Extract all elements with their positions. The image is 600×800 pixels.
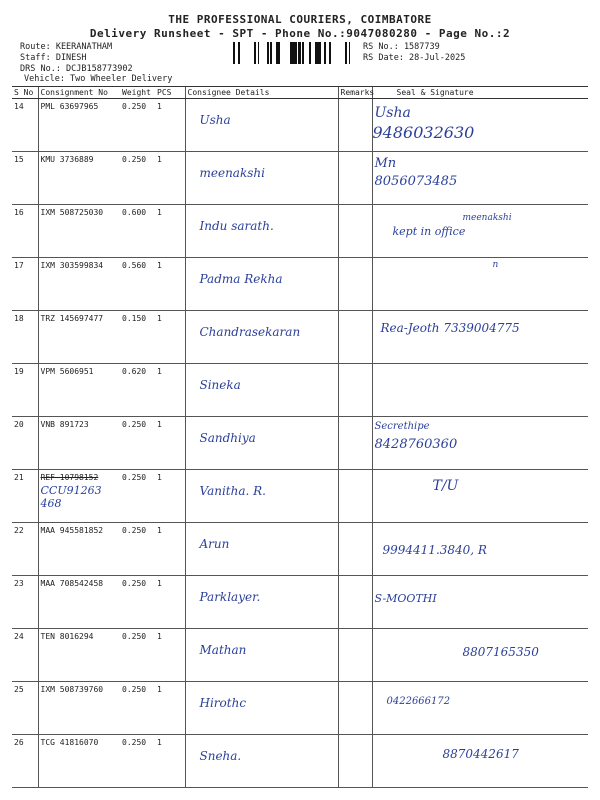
- document-title: THE PROFESSIONAL COURIERS, COIMBATORE: [168, 13, 432, 26]
- cell-weight: 0.250: [120, 417, 155, 470]
- signature-text: 9486032630: [372, 123, 475, 142]
- staff-label: Staff: DINESH: [20, 53, 87, 63]
- consignment-number: VNB 891723: [40, 420, 89, 429]
- table-row: [12, 311, 588, 364]
- cell-remarks: [338, 470, 372, 523]
- cell-remarks: [338, 576, 372, 629]
- cell-weight: 0.250: [120, 99, 155, 152]
- cell-signature: [372, 152, 588, 205]
- cell-weight: 0.250: [120, 152, 155, 205]
- consignment-number: TEN 8016294: [40, 632, 94, 641]
- signature-text: n: [492, 260, 499, 270]
- cell-consignment: [38, 470, 120, 523]
- cell-signature: [372, 629, 588, 682]
- table-row: [12, 99, 588, 152]
- table-row: [12, 258, 588, 311]
- cell-consignment: [38, 152, 120, 205]
- signature-text: 8870442617: [442, 747, 519, 761]
- col-sno: S No: [12, 87, 38, 99]
- cell-sno: 22: [12, 523, 38, 576]
- cell-consignment: [38, 576, 120, 629]
- cell-consignee: Parklayer.: [185, 576, 338, 629]
- cell-signature: [372, 99, 588, 152]
- cell-consignee: Sandhiya: [185, 417, 338, 470]
- cell-weight: 0.560: [120, 258, 155, 311]
- cell-consignee: Usha: [185, 99, 338, 152]
- cell-remarks: [338, 364, 372, 417]
- rs-date: RS Date: 28-Jul-2025: [363, 53, 466, 63]
- table-header-row: [12, 87, 588, 99]
- consignment-number: PML 63697965: [40, 102, 99, 111]
- consignment-number: TCG 41816070: [40, 738, 99, 747]
- cell-consignee: Mathan: [185, 629, 338, 682]
- cell-signature: [372, 205, 588, 258]
- cell-sno: 23: [12, 576, 38, 629]
- cell-weight: 0.250: [120, 629, 155, 682]
- cell-sno: 15: [12, 152, 38, 205]
- route-label: Route: KEERANATHAM: [20, 42, 113, 52]
- signature-text: T/U: [432, 478, 459, 494]
- consignment-number: IXM 303599834: [40, 261, 104, 270]
- cell-consignee: Chandrasekaran: [185, 311, 338, 364]
- cell-remarks: [338, 523, 372, 576]
- cell-pcs: 1: [155, 258, 185, 311]
- table-row: [12, 364, 588, 417]
- cell-remarks: [338, 205, 372, 258]
- cell-consignment: [38, 417, 120, 470]
- col-weight: Weight: [120, 87, 155, 99]
- signature-text: 0422666172: [386, 696, 451, 707]
- signature-text: Secrethipe: [374, 421, 430, 432]
- cell-pcs: 1: [155, 417, 185, 470]
- cell-weight: 0.250: [120, 682, 155, 735]
- cell-pcs: 1: [155, 523, 185, 576]
- cell-weight: 0.250: [120, 735, 155, 788]
- table-row: [12, 417, 588, 470]
- table-row: [12, 682, 588, 735]
- cell-remarks: [338, 258, 372, 311]
- cell-sno: 16: [12, 205, 38, 258]
- consignment-number: MAA 945581852: [40, 526, 104, 535]
- cell-signature: [372, 735, 588, 788]
- cell-consignee: Sneha.: [185, 735, 338, 788]
- cell-signature: [372, 576, 588, 629]
- cell-sno: 19: [12, 364, 38, 417]
- cell-sno: 24: [12, 629, 38, 682]
- col-consignee: Consignee Details: [185, 87, 338, 99]
- cell-signature: [372, 311, 588, 364]
- cell-signature: [372, 364, 588, 417]
- consignment-handwritten-note: CCU91263 468: [40, 484, 102, 510]
- consignment-number: TRZ 145697477: [40, 314, 104, 323]
- cell-signature: [372, 417, 588, 470]
- cell-consignment: [38, 258, 120, 311]
- vehicle-label: Vehicle: Two Wheeler Delivery: [24, 74, 173, 84]
- table-row: [12, 629, 588, 682]
- cell-sno: 21: [12, 470, 38, 523]
- col-consignment: Consignment No: [38, 87, 120, 99]
- runsheet-table: [12, 86, 588, 788]
- cell-remarks: [338, 682, 372, 735]
- signature-text: 8428760360: [374, 437, 458, 452]
- cell-weight: 0.620: [120, 364, 155, 417]
- cell-consignment: [38, 735, 120, 788]
- cell-weight: 0.250: [120, 576, 155, 629]
- cell-pcs: 1: [155, 152, 185, 205]
- table-row: [12, 735, 588, 788]
- cell-signature: [372, 258, 588, 311]
- cell-sno: 20: [12, 417, 38, 470]
- cell-consignment: [38, 523, 120, 576]
- table-row: [12, 152, 588, 205]
- signature-text: S-MOOTHI: [374, 592, 437, 605]
- cell-pcs: 1: [155, 364, 185, 417]
- cell-weight: 0.150: [120, 311, 155, 364]
- signature-text: Rea-Jeoth 7339004775: [380, 321, 520, 335]
- cell-remarks: [338, 99, 372, 152]
- document-subtitle: Delivery Runsheet - SPT - Phone No.:9047080280 - Page No.:2: [89, 27, 511, 40]
- table-row: [12, 205, 588, 258]
- table-row: [12, 576, 588, 629]
- cell-pcs: 1: [155, 470, 185, 523]
- col-remarks: Remarks: [338, 87, 372, 99]
- cell-remarks: [338, 629, 372, 682]
- cell-consignment: [38, 629, 120, 682]
- cell-signature: [372, 470, 588, 523]
- cell-weight: 0.250: [120, 523, 155, 576]
- cell-consignee: Sineka: [185, 364, 338, 417]
- cell-sno: 25: [12, 682, 38, 735]
- cell-pcs: 1: [155, 629, 185, 682]
- table-row: [12, 523, 588, 576]
- cell-consignment: [38, 682, 120, 735]
- cell-consignee: Vanitha. R.: [185, 470, 338, 523]
- rs-number: RS No.: 1587739: [363, 42, 440, 52]
- cell-weight: 0.250: [120, 470, 155, 523]
- signature-text: meenakshi: [462, 213, 512, 223]
- cell-consignment: [38, 364, 120, 417]
- col-signature: Seal & Signature: [372, 87, 588, 99]
- cell-signature: [372, 682, 588, 735]
- table-row: [12, 470, 588, 523]
- signature-text: 9994411.3840, R: [382, 543, 487, 557]
- consignment-number: IXM 508725030: [40, 208, 104, 217]
- consignment-number: REF 10798152: [40, 473, 99, 482]
- cell-sno: 17: [12, 258, 38, 311]
- cell-remarks: [338, 152, 372, 205]
- col-pcs: PCS: [155, 87, 185, 99]
- cell-remarks: [338, 417, 372, 470]
- cell-pcs: 1: [155, 576, 185, 629]
- drs-label: DRS No.: DCJB158773902: [20, 64, 133, 74]
- cell-consignee: Padma Rekha: [185, 258, 338, 311]
- cell-remarks: [338, 735, 372, 788]
- cell-pcs: 1: [155, 205, 185, 258]
- consignment-number: IXM 508739760: [40, 685, 104, 694]
- cell-consignment: [38, 205, 120, 258]
- signature-text: Usha: [374, 105, 411, 121]
- cell-signature: [372, 523, 588, 576]
- consignment-number: MAA 708542458: [40, 579, 104, 588]
- cell-consignee: Hirothc: [185, 682, 338, 735]
- cell-consignment: [38, 99, 120, 152]
- cell-weight: 0.600: [120, 205, 155, 258]
- cell-sno: 18: [12, 311, 38, 364]
- cell-consignee: Arun: [185, 523, 338, 576]
- cell-pcs: 1: [155, 682, 185, 735]
- cell-pcs: 1: [155, 735, 185, 788]
- cell-sno: 14: [12, 99, 38, 152]
- signature-text: kept in office: [392, 225, 466, 238]
- signature-text: 8807165350: [462, 645, 539, 659]
- barcode-image: [233, 42, 353, 64]
- cell-pcs: 1: [155, 99, 185, 152]
- cell-consignee: Indu sarath.: [185, 205, 338, 258]
- cell-sno: 26: [12, 735, 38, 788]
- cell-pcs: 1: [155, 311, 185, 364]
- cell-remarks: [338, 311, 372, 364]
- consignment-number: KMU 3736889: [40, 155, 94, 164]
- signature-text: Mn: [374, 156, 397, 171]
- cell-consignee: meenakshi: [185, 152, 338, 205]
- signature-text: 8056073485: [374, 174, 458, 189]
- cell-consignment: [38, 311, 120, 364]
- consignment-number: VPM 5606951: [40, 367, 94, 376]
